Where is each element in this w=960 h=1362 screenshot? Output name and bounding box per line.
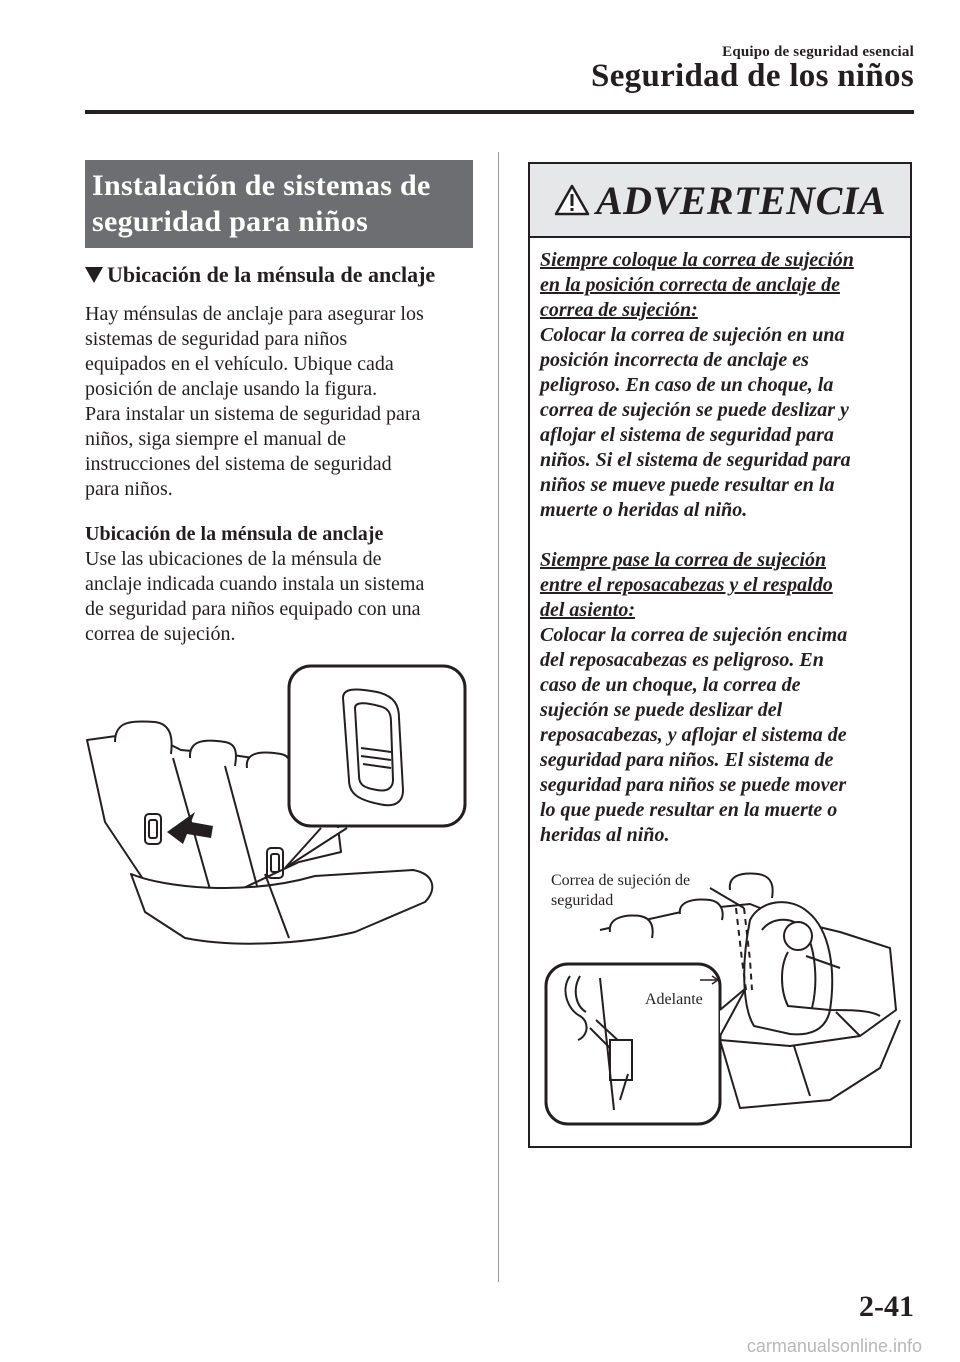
warning-line: heridas al niño.	[540, 824, 670, 846]
warning-line: muerte o heridas al niño.	[540, 499, 748, 521]
header-chapter: Equipo de seguridad esencial	[722, 44, 914, 60]
warning-line: lo que puede resultar en la muerte o	[540, 799, 838, 821]
warning-line: entre el reposacabezas y el respaldo	[540, 574, 833, 596]
warning-line: posición incorrecta de anclaje es	[540, 349, 809, 371]
text-line: posición de anclaje usando la figura.	[85, 378, 378, 400]
warning-line: caso de un choque, la correa de	[540, 674, 801, 696]
section-title-line-2: seguridad para niños	[92, 205, 369, 238]
subsection-label: Ubicación de la ménsula de anclaje	[107, 262, 436, 287]
front-label: Adelante	[645, 991, 703, 1008]
rear-seat-anchor-figure	[85, 662, 475, 952]
warning-line: Siempre pase la correa de sujeción	[540, 549, 827, 571]
text-line: Use las ubicaciones de la ménsula de	[85, 548, 382, 570]
warning-line: seguridad para niños. El sistema de	[540, 749, 834, 771]
header-rule	[85, 110, 914, 114]
text-line: Para instalar un sistema de seguridad para	[85, 403, 421, 425]
warning-line: peligroso. En caso de un choque, la	[540, 374, 834, 396]
section-title	[85, 160, 473, 248]
text-line: instrucciones del sistema de seguridad	[85, 453, 392, 475]
watermark-text: carmanualsonline.info	[746, 1336, 922, 1356]
warning-line: niños se mueve puede resultar en la	[540, 474, 835, 496]
warning-line: Siempre coloque la correa de sujeción	[540, 249, 854, 271]
section-title-line-1: Instalación de sistemas de	[92, 169, 431, 202]
text-line: Hay ménsulas de anclaje para asegurar los	[85, 303, 424, 325]
warning-line: Colocar la correa de sujeción encima	[540, 624, 848, 646]
text-line: anclaje indicada cuando instala un sistema	[85, 573, 425, 595]
anchor-paragraph	[85, 547, 473, 647]
strap-label-line-1: Correa de sujeción de	[551, 872, 691, 889]
strap-label-line-2: seguridad	[551, 892, 614, 909]
left-column	[85, 160, 473, 647]
text-line: de seguridad para niños equipado con una	[85, 598, 421, 620]
warning-line: seguridad para niños se puede mover	[540, 774, 847, 796]
text-line: correa de sujeción.	[85, 623, 236, 645]
column-divider	[498, 152, 499, 1282]
warning-line: reposacabezas, y aflojar el sistema de	[540, 724, 847, 746]
warning-line: aflojar el sistema de seguridad para	[540, 424, 834, 446]
warning-header	[530, 164, 910, 238]
text-line: para niños.	[85, 478, 173, 500]
warning-line: del asiento:	[540, 599, 635, 621]
warning-line: sujeción se puede deslizar del	[540, 699, 783, 721]
paragraph-title: Ubicación de la ménsula de anclaje	[85, 523, 384, 545]
header-section-title: Seguridad de los niños	[591, 58, 914, 94]
text-line: sistemas de seguridad para niños	[85, 328, 348, 350]
warning-line: correa de sujeción:	[540, 299, 698, 321]
intro-paragraph	[85, 302, 473, 502]
warning-triangle-icon	[554, 184, 590, 216]
triangle-down-icon	[85, 267, 103, 283]
warning-line: Colocar la correa de sujeción en una	[540, 324, 845, 346]
warning-line: del reposacabezas es peligroso. En	[540, 649, 824, 671]
text-line: equipados en el vehículo. Ubique cada	[85, 353, 394, 375]
subsection-heading	[85, 262, 473, 288]
warning-title: ADVERTENCIA	[595, 177, 887, 223]
warning-line: niños. Si el sistema de seguridad para	[540, 449, 851, 471]
warning-body	[530, 238, 910, 848]
text-line: niños, siga siempre el manual de	[85, 428, 347, 450]
warning-line: correa de sujeción se puede deslizar y	[540, 399, 849, 421]
warning-line: en la posición correcta de anclaje de	[540, 274, 840, 296]
page-number: 2-41	[859, 1290, 914, 1323]
